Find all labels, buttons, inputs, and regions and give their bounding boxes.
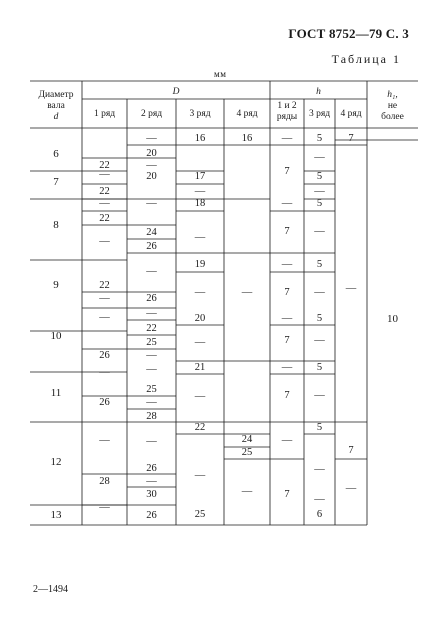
table-cell: — (345, 283, 357, 294)
table-cell: 22 (99, 213, 110, 224)
table-cell: — (314, 494, 325, 505)
table-cell: — (99, 236, 110, 247)
table-cell: 16 (194, 133, 206, 144)
header-h-row: 3 ряд (308, 109, 331, 119)
table-cell: 7 (284, 226, 290, 237)
diameter-value: 6 (53, 148, 59, 160)
units-label: мм (214, 69, 227, 79)
table-cell: 22 (99, 160, 110, 171)
header-D-row: 4 ряд (236, 109, 258, 119)
table-cell: 20 (146, 148, 157, 159)
h1-value: 10 (387, 313, 398, 325)
table-grid (30, 81, 418, 525)
diameter-value: 8 (53, 219, 59, 231)
table-cell: — (314, 152, 325, 163)
table-cell: 5 (316, 313, 323, 324)
table-cell: — (345, 483, 357, 494)
table-cell: 26 (99, 397, 110, 408)
table-cell: — (146, 133, 157, 144)
table-cell: — (99, 198, 110, 209)
table-cell: 7 (348, 445, 354, 456)
table-cell: 26 (99, 350, 110, 361)
table-cell: — (146, 308, 157, 319)
diameter-value: 11 (50, 387, 62, 399)
header-diameter-label: вала (47, 101, 65, 111)
table-cell: — (314, 390, 325, 401)
table-cell: 7 (284, 287, 290, 298)
table-cell: 5 (316, 133, 323, 144)
table-cell: — (194, 391, 206, 402)
table-cell: — (146, 198, 157, 209)
table-cell: — (281, 259, 293, 270)
table-cell: — (146, 436, 157, 447)
header-D-row: 3 ряд (189, 109, 211, 119)
footer-code: 2—1494 (33, 584, 68, 595)
table-cell: 6 (316, 509, 323, 520)
table-cell: — (146, 364, 157, 375)
table-cell: 7 (284, 335, 290, 346)
diameter-value: 9 (53, 279, 59, 291)
table-cell: 28 (99, 476, 110, 487)
table-cell: 22 (194, 422, 206, 433)
table-cell: 25 (146, 384, 157, 395)
table-cell: — (281, 198, 293, 209)
table-cell: — (146, 397, 157, 408)
table-cell: 26 (146, 293, 157, 304)
table-cell: 26 (146, 510, 157, 521)
header-D-group: D (172, 87, 180, 97)
table-cell: — (314, 186, 325, 197)
table-text (38, 87, 403, 521)
table-cell: — (99, 312, 110, 323)
table-cell: 20 (146, 171, 157, 182)
table-cell: 22 (146, 323, 157, 334)
table-cell: — (194, 232, 206, 243)
table-cell: 22 (99, 186, 110, 197)
header-h-group: h (316, 87, 321, 97)
table-cell: 7 (284, 489, 290, 500)
table-cell: — (194, 186, 206, 197)
table-cell: — (314, 287, 325, 298)
table-cell: 30 (146, 489, 157, 500)
header-D-row: 1 ряд (93, 109, 116, 119)
table-cell: — (314, 464, 325, 475)
table-cell: 5 (316, 422, 323, 433)
header-diameter-label: Диаметр (38, 90, 74, 100)
table-cell: 5 (316, 198, 323, 209)
table-cell: 24 (146, 227, 157, 238)
header-h1-label: более (381, 112, 404, 122)
table-cell: — (281, 435, 293, 446)
table-cell: — (146, 266, 157, 277)
table-cell: 20 (194, 313, 206, 324)
table-cell: — (194, 337, 206, 348)
table-cell: 22 (99, 280, 110, 291)
table-cell: — (194, 287, 206, 298)
table-cell: — (99, 502, 110, 513)
table-cell: — (146, 160, 157, 171)
table-cell: 19 (194, 259, 206, 270)
table-cell: — (99, 293, 110, 304)
table-cell: 28 (146, 411, 157, 422)
header-h-row: 1 и 2 (277, 101, 297, 111)
table-cell: 26 (146, 241, 157, 252)
table-cell: — (314, 226, 325, 237)
table-cell: — (281, 133, 293, 144)
table-cell: 18 (194, 198, 206, 209)
table-cell: 25 (194, 509, 206, 520)
table-cell: — (281, 362, 293, 373)
table-cell: — (241, 486, 253, 497)
table-cell: 7 (284, 390, 290, 401)
table-cell: 5 (316, 259, 323, 270)
table-cell: 17 (194, 171, 206, 182)
header-h1-label: не (387, 101, 398, 111)
diameter-value: 13 (50, 509, 62, 521)
diameter-value: 12 (50, 456, 62, 468)
diameter-value: 7 (53, 176, 59, 188)
header-h-row: 4 ряд (340, 109, 362, 119)
table-cell: 7 (348, 133, 354, 144)
table-cell: 25 (241, 447, 253, 458)
table-cell: 24 (241, 434, 253, 445)
table-cell: 21 (194, 362, 206, 373)
header-h1-label: h₁, (387, 90, 398, 100)
table-cell: — (99, 367, 110, 378)
header-diameter-symbol: d (53, 112, 59, 122)
table-cell: 25 (146, 337, 157, 348)
table-cell: — (146, 350, 157, 361)
table-cell: 5 (316, 171, 323, 182)
header-D-row: 2 ряд (140, 109, 163, 119)
diameter-value: 10 (50, 330, 62, 342)
table-cell: — (194, 470, 206, 481)
table-cell: — (314, 335, 325, 346)
table-cell: — (281, 313, 293, 324)
table-cell: — (99, 435, 110, 446)
table-cell: 26 (146, 463, 157, 474)
table-cell: 5 (316, 362, 323, 373)
table-cell: — (241, 287, 253, 298)
document-header-title: ГОСТ 8752—79 С. 3 (288, 26, 409, 41)
table-cell: 7 (284, 166, 290, 177)
table-cell: — (146, 476, 157, 487)
table-cell: — (99, 169, 110, 180)
header-h-row: ряды (276, 112, 298, 122)
table-cell: 16 (241, 133, 253, 144)
table-caption: Таблица 1 (331, 52, 401, 66)
